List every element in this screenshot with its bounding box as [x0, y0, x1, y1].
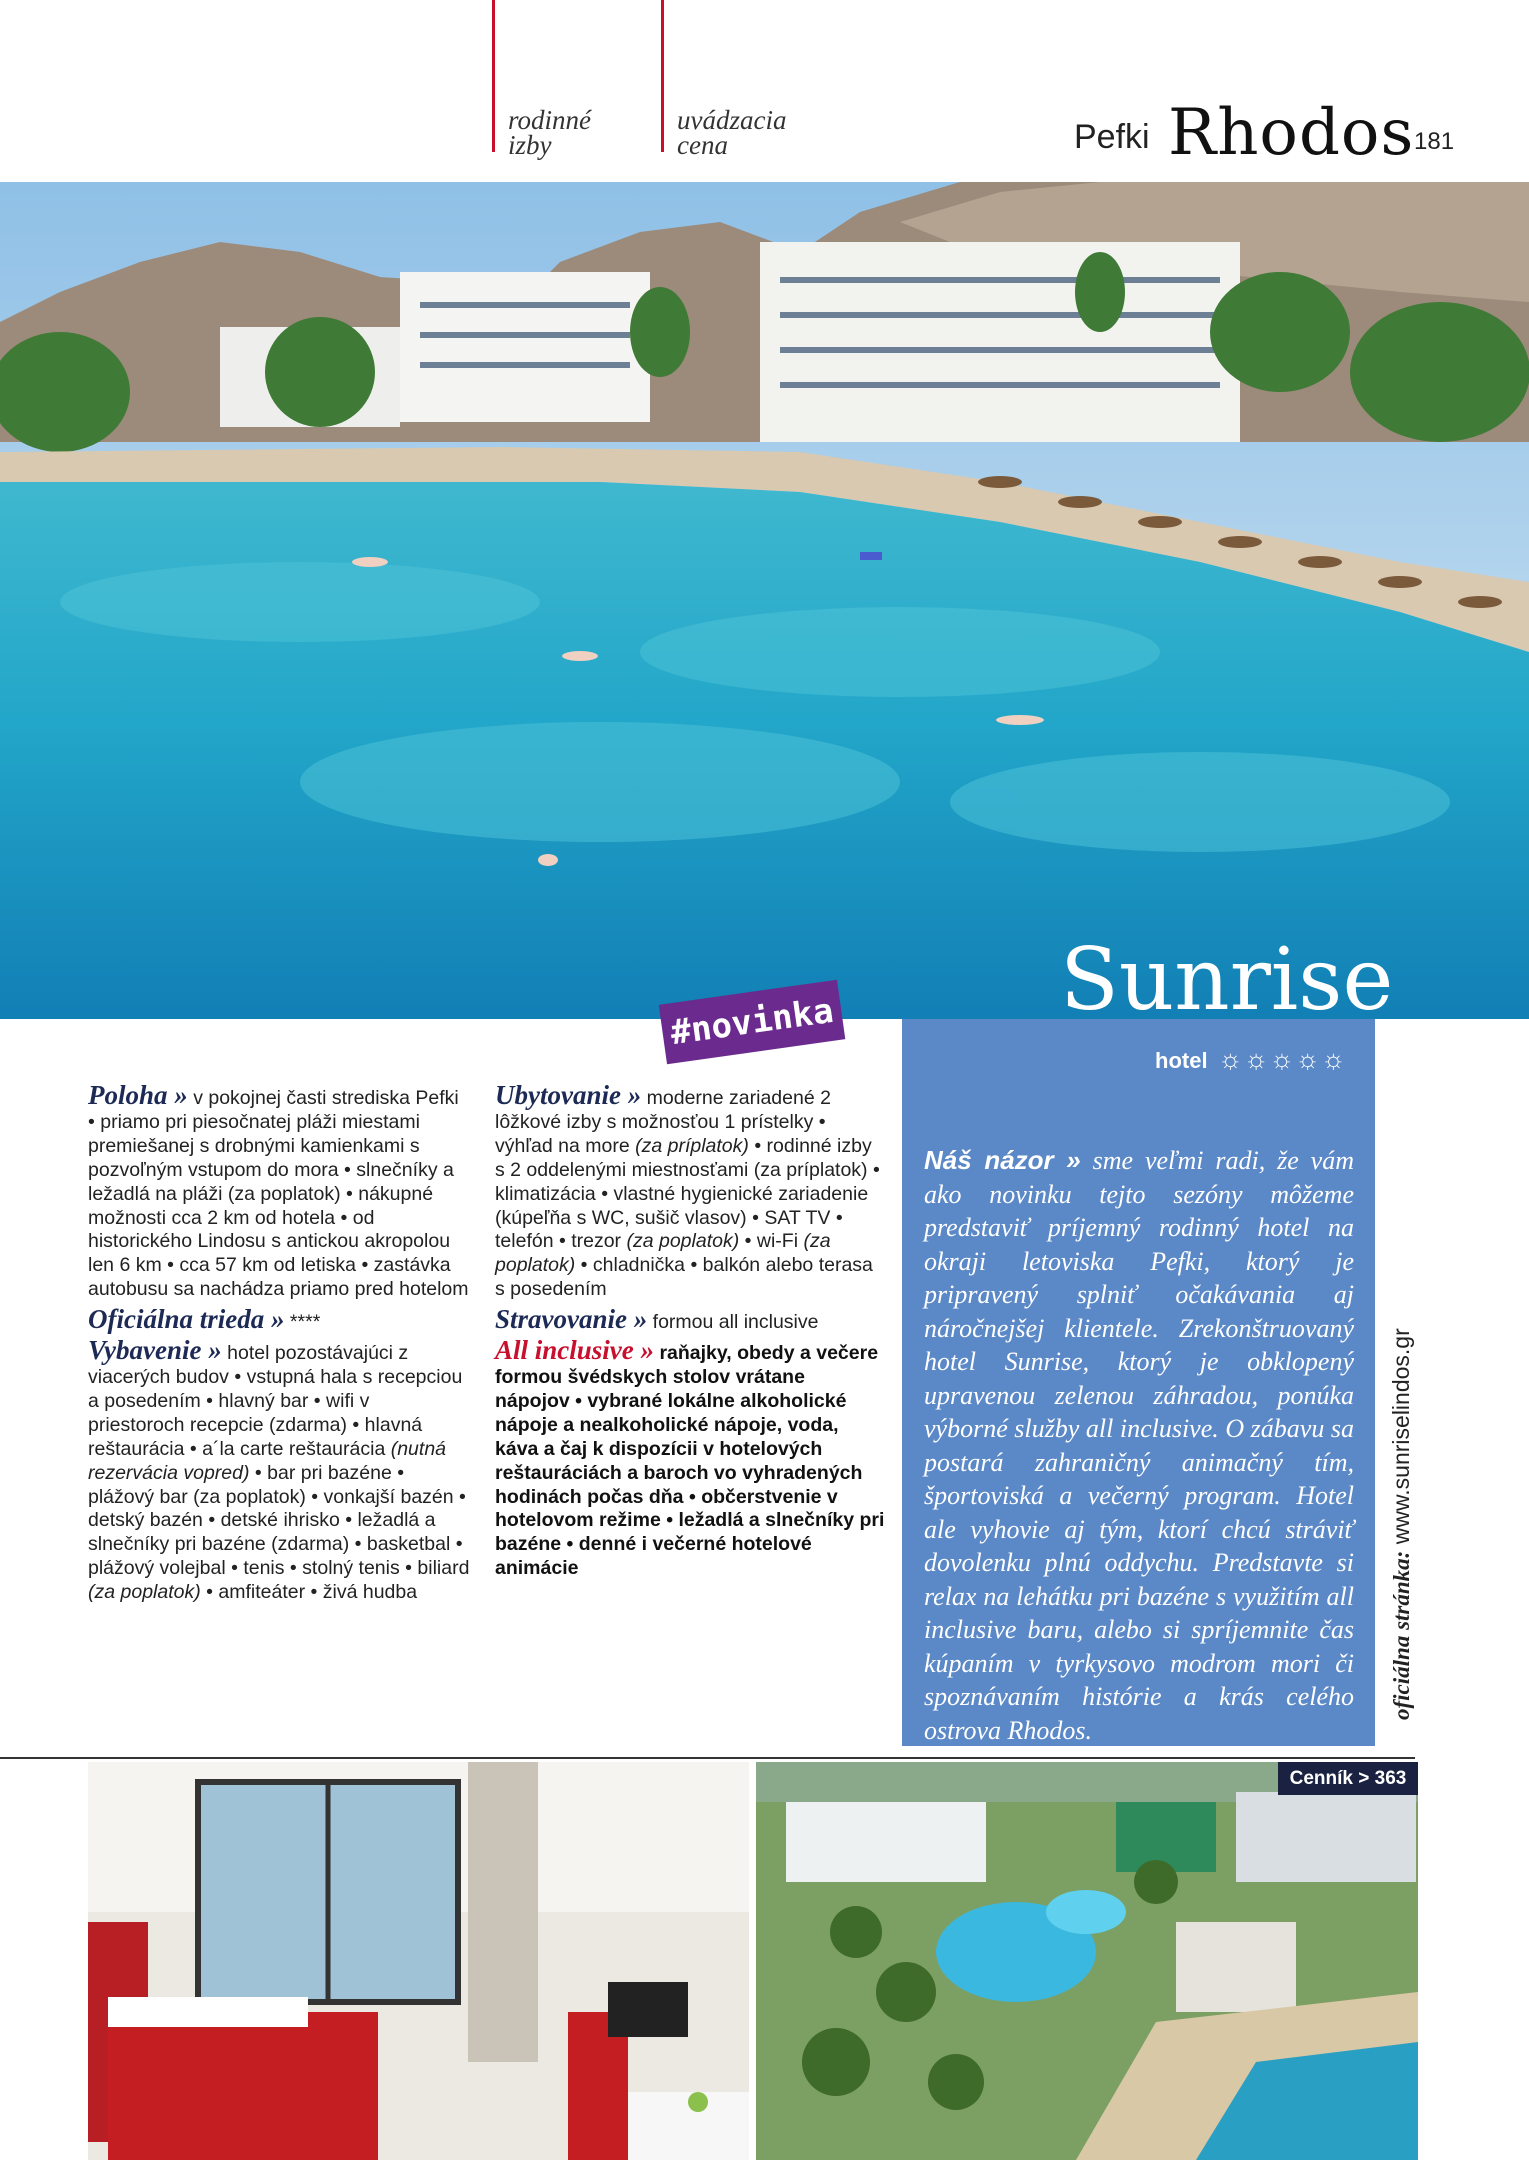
room-photo [88, 1762, 749, 2160]
hotel-category-label: hotel [1155, 1048, 1208, 1073]
boarding-text: formou all inclusive [652, 1311, 819, 1334]
website-url[interactable]: www.sunriselindos.gr [1388, 1328, 1414, 1545]
island-name: Rhodos [1168, 96, 1415, 170]
section-facilities [88, 1335, 470, 1605]
room-illustration [88, 1762, 749, 2160]
price-list-reference[interactable]: Cenník > 363 [1278, 1762, 1418, 1795]
tag-line-1: uvádzacia [677, 105, 787, 135]
hotel-stars: ☼☼☼☼☼ [1218, 1044, 1347, 1074]
tag-line-1: rodinné [508, 105, 591, 135]
header-divider-2 [661, 0, 664, 152]
facilities-note: (nutná rezervácia vopred) [88, 1437, 447, 1484]
accommodation-note-3: (za poplatok) [495, 1230, 831, 1277]
hotel-name: Sunrise [1060, 930, 1394, 1030]
facilities-note-2: (za poplatok) [88, 1581, 201, 1604]
accommodation-note-2: (za poplatok) [626, 1230, 740, 1253]
facilities-text: hotel pozostávajúci z viacerých budov • vstupná hala s recepciou a posedením • hlavný bar • wifi v priestoroch recepcie (zdarma) • hlavná reštaurácia • a´la carte reštaurácia [88, 1342, 463, 1460]
official-class-value: **** [289, 1311, 321, 1334]
location-label: Poloha » [88, 1080, 188, 1110]
header-tag-intro-price [677, 105, 787, 160]
header-tag-family-rooms [508, 105, 591, 160]
opinion-body: sme veľmi radi, že vám ako novinku tejto sezóny môžeme predstaviť príjemný rodinný hotel na okraji letoviska Pefki, ktorý je pripravený splniť očakávania aj náročnejšej klientele. Zrekonštruovaný hotel Sunrise, ktorý je obklopený upravenou zelenou záhradou, ponúka výborné služby all inclusive. O zábavu sa postará zahraničný animačný tím, športoviská a večerný program. Hotel ale vyhovie aj tým, ktorí chcú stráviť dovolenku plnú oddychu. Predstavte si relax na lehátku pri bazéne s využitím all inclusive baru, alebo si spríjemnite čas kúpaním v tyrkysovo modrom mori či spoznávaním histórie a krás celého ostrova Rhodos. [924, 1146, 1355, 1745]
hero-beach-photo [0, 182, 1529, 1019]
hotel-building-left [400, 272, 650, 422]
all-inclusive-label: All inclusive » [495, 1335, 655, 1366]
section-boarding [495, 1304, 885, 1335]
accommodation-text-2: • rodinné izby s 2 oddelenými miestnosťami (za príplatok) • klimatizácia • vlastné hygienické zariadenie (kúpeľňa s WC, sušič vlasov) • SAT TV • telefón • trezor [495, 1134, 880, 1253]
tag-line-2: cena [677, 130, 728, 160]
facilities-text-3: • amfiteáter • živá hudba [206, 1581, 418, 1604]
accommodation-text-1: moderne zariadené 2 lôžkové izby s možnosťou 1 prístelky • výhľad na more [495, 1087, 831, 1157]
accommodation-label: Ubytovanie » [495, 1080, 642, 1110]
website-label: oficiálna stránka: [1389, 1550, 1414, 1720]
resort-aerial-photo [756, 1762, 1418, 2160]
section-accommodation [495, 1080, 885, 1302]
section-all-inclusive [495, 1335, 885, 1581]
header-divider-1 [492, 0, 495, 152]
accommodation-text-4: • chladnička • balkón alebo terasa s posedením [495, 1254, 873, 1301]
hero-illustration [0, 182, 1529, 1019]
opinion-label: Náš názor » [924, 1145, 1081, 1175]
facilities-text-2: • bar pri bazéne • plážový bar (za poplatok) • vonkajší bazén • detský bazén • detské ihrisko • ležadlá a slnečníky pri bazéne (zdarma) • basketbal • plážový volejbal • tenis • stolný tenis • biliard [88, 1461, 470, 1580]
opinion-text [924, 1144, 1354, 1747]
facilities-label: Vybavenie » [88, 1335, 222, 1366]
boarding-label: Stravovanie » [495, 1304, 648, 1335]
left-column [88, 1080, 470, 1609]
accommodation-note-1: (za príplatok) [635, 1134, 749, 1157]
accommodation-text-3: • wi-Fi [744, 1230, 799, 1253]
all-inclusive-text: raňajky, obedy a večere formou švédskych stolov vrátane nápojov • vybrané lokálne alkoholické nápoje a nealkoholické nápoje, voda, káva a čaj k dispozícii v hotelových reštauráciách a baroch vo vyhradených hodinách počas dňa • občerstvenie v hotelovom režime • ležadlá a slnečníky pri bazéne • denné i večerné hotelové animácie [495, 1342, 885, 1580]
tag-line-2: izby [508, 130, 552, 160]
bottom-divider [0, 1757, 1415, 1759]
section-location [88, 1080, 470, 1302]
middle-column [495, 1080, 885, 1585]
section-official-class [88, 1304, 470, 1335]
hotel-building-right [760, 242, 1240, 442]
location-text: v pokojnej časti strediska Pefki • priamo pri piesočnatej pláži miestami premiešanej s drobnými kamienkami s pozvoľným vstupom do mora • slnečníky a ležadlá na pláži (za poplatok) • nákupné možnosti cca 2 km od hotela • od historického Lindosu s antickou akropolou len 6 km • cca 57 km od letiska • zastávka autobusu sa nachádza priamo pred hotelom [88, 1087, 469, 1301]
official-website[interactable] [1388, 1328, 1415, 1720]
region-name: Pefki [1074, 118, 1150, 156]
aerial-illustration [756, 1762, 1418, 2160]
page-number: 181 [1414, 128, 1455, 155]
new-badge: #novinka [659, 980, 846, 1064]
official-class-label: Oficiálna trieda » [88, 1304, 285, 1335]
